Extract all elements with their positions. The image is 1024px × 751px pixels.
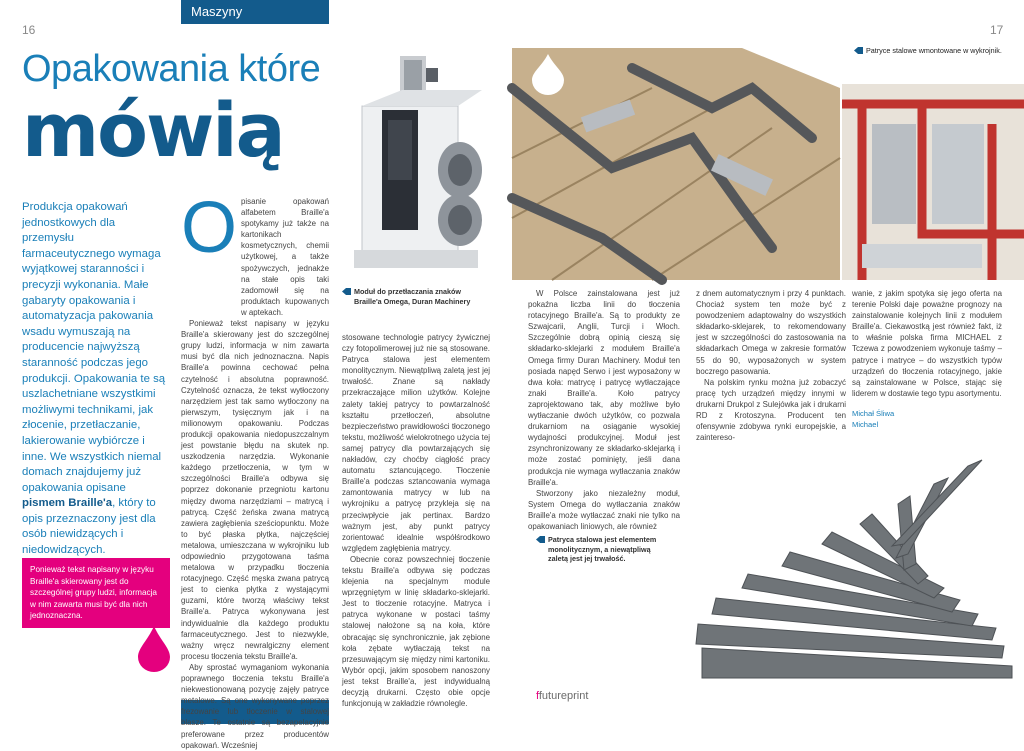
paragraph: W Polsce zainstalowana jest już pokaźna liczba linii do tłoczenia rotacyjnego Braille'a. Są to produkty ze Szwajcarii, Anglii, Turcji i Włoch. Szczególnie dobrą opinią cieszą się składarko-sklejarki z modułem Braille'a Omega firmy Duran Machinery. Moduł ten posiada napęd Serwo i jest wyposażony w dwa koła: matrycę i patrycę wytłaczające znaki Braille'a. Koło patrycy zaprojektowano tak, aby możliwe było wytłaczanie dwóch użytków, co pozwala drukarniom na osiąganie wysokiej wydajności produkcyjnej. Moduł jest zsynchronizowany ze składarko-sklejarką i może zostać pominięty, jeśli dana produkcja nie wymaga wytłaczania znaków Braille'a.: [528, 289, 680, 487]
caption-machine: [354, 287, 484, 306]
left-page: [0, 0, 512, 750]
mounted-patrix-photo: [842, 84, 1024, 280]
paragraph: Ponieważ tekst napisany w języku Braille'a skierowany jest do szczególnej grupy ludzi, informacja w nim zawarta musi być dla nich jednoznaczna. Napis Braille'a powinna cechować pełna czytelność i absolutna poprawność. Czytelność oznacza, że tekst wytłoczony narzędziem jest tak samo wytłoczony na pierwszym, tysięcznym jak i na milionowym opakowaniu. Podczas produkcji opakowania niedopuszczalnym jest powstanie błędu na skutek np. uszkodzenia narzędzia. Wykonanie każdego przetłoczenia, w tym w szczególności Braille'a odbywa się poprzez dokonanie przegniotu kartonu między dwoma narzędziami – matrycą i patrycą. Część żeńska zwana matrycą zawiera zagłębienia sześciopunktu. Może to być płaska płytka, najczęściej metalowa, umieszczana w wykrojniku lub odpowiednio przygotowana taśma metalowa w przypadku tłoczenia rotacyjnego. Część męska zwana patrycą jest to cienka płytka z wystającymi guzami, które tworzą właściwy tekst Braille'a. Patryca wykonywana jest indywidualnie dla każdego produktu farmaceutycznego. Jest to niezwykle, ważny wręcz newralgiczny element procesu tłoczenia tekstu Braille'a.: [181, 319, 329, 661]
drop-icon: [138, 626, 170, 672]
lead-paragraph: [22, 200, 170, 559]
body-column-2: [342, 332, 490, 709]
page-number-right: 17: [990, 23, 1004, 37]
caption-text: Moduł do przetłaczania znaków Braille'a Omega, Duran Machinery: [354, 287, 471, 306]
arrow-icon: [536, 536, 545, 543]
caption-mounted: [866, 46, 1016, 56]
steel-strips-photo: [672, 448, 1024, 688]
drop-cap: O: [181, 188, 238, 268]
title-line-2: mówią: [22, 88, 284, 174]
paragraph: Aby sprostać wymaganiom wykonania poprawnego tłoczenia tekstu Braille'a niekwestionowaną pozycję zajęły patryce metalowe. Są one wykonywane poprzez frezowanie lub tłoczenie w stalowej blasze. Te ostatnie są bezapelacyjnie preferowane przez producentów opakowań. Wcześniej: [181, 662, 329, 750]
caption-text: Patryce stalowe wmontowane w wykrojnik.: [866, 46, 1002, 55]
paragraph: pisanie opakowań alfabetem Braille'a spotykamy już także na kartonikach kosmetycznych, chemii użytkowej, a także spożywczych, jednakże na stałe opis taki zadomowił się na produktach kupowanych w aptekach.: [241, 197, 329, 317]
lead-text-end: , który to opis przeznaczony jest dla osób niewidzących i niedowidzących.: [22, 497, 156, 557]
paragraph: Obecnie coraz powszechniej tłoczenie tekstu Braille'a odbywa się podczas klejenia na specjalnym module wprzęgniętym w linię składarko-sklejarki. Jest to tłoczenie rotacyjne. Matryca i patryca wykonane w postaci taśmy stalowej nałożone są na koła, które obracając się synchronicznie, jak zębione koła zębate wytłaczają tekst na przesuwającym się między nimi kartoniku. Wybór opcji, jakim sposobem nanoszony jest tekst Braille'a, jest indywidualną decyzją drukarni. Często obie opcje funkcjonują w zakładzie równolegle.: [342, 554, 490, 709]
page-number-left: 16: [22, 23, 36, 37]
body-column-3: [528, 288, 680, 532]
logo-mark: f: [536, 690, 539, 702]
body-column-1: [181, 196, 329, 751]
futureprint-logo: [536, 690, 588, 702]
section-tab: Maszyny: [181, 0, 329, 24]
strips-grid-photo: [512, 48, 840, 280]
paragraph: z dnem automatycznym i przy 4 punktach. Chociaż system ten może być z powodzeniem adaptowalny do wszystkich składarko-sklejarek, to rekomendowany jest w szczególności do zastosowania na składarkach Omega w zakresie formatów 55 do 90, wyposażonych w system boczrego pasowania.: [696, 289, 846, 376]
arrow-icon: [342, 288, 351, 295]
machine-photo: [342, 50, 490, 278]
author-company: Michael: [852, 420, 879, 429]
paragraph: stosowane technologie patrycy żywicznej czy fotopolimerowej już nie są stosowane. Patryca stalowa jest elementem monolitycznym. Niewątpliwą zaletą jest jej trwałość. Znane są nakłady przekraczające milion użytków. Kolejne zalety takiej patrycy to powtarzalność kształtu przetłoczeń, absolutne bezpieczeństwo prawidłowości tłoczonego tekstu, możliwość wielokrotnego użycia tej samej patrycy dla powtarzających się nakładów, czy choćby ciągłość pracy automatu sztancującego. Tłoczenie Braille'a podczas sztancowania wymaga zamontowania matrycy w lub na wykrojniku a patrycę przykleja się na przeciwpłycie jak pertinax. Bardzo ważnym jest, aby punkt patrycy zorientować idealnie współśrodkowo względem zagłębienia matrycy.: [342, 333, 490, 553]
paragraph: Na polskim rynku można już zobaczyć pracę tych urządzeń między innymi w drukarni Drukpol z Sulejówka jak i drukarni RD z Krotoszyna. Producent ten ofensywnie zdobywa rynki europejskie, a zaintereso-: [696, 377, 846, 443]
caption-strips: [548, 535, 668, 564]
paragraph: wanie, z jakim spotyka się jego oferta na terenie Polski daje poważne prognozy na zainstalowanie kolejnych linii z modułem Braille'a. Ciekawostką jest również fakt, iż to właśnie polska firma MICHAEL z Tczewa z powodzeniem wykonuje taśmy – patryce i matryce – do wszystkich typów urządzeń do tłoczenia rotacyjnego, jakie są zainstalowane w Polsce, stając się liderem w dostawie tego typu asortymentu.: [852, 289, 1002, 398]
right-page: [512, 0, 1024, 724]
pull-quote: Ponieważ tekst napisany w języku Braille'a skierowany jest do szczególnej grupy ludzi, informacja w nim zawarta musi być dla nich jednoznaczna.: [22, 558, 170, 628]
body-column-4: [696, 288, 846, 443]
lead-highlight: pismem Braille'a: [22, 497, 113, 510]
body-column-5: [852, 288, 1002, 399]
title-line-1: Opakowania które: [22, 48, 321, 90]
author: [852, 408, 894, 430]
logo-text: futureprint: [538, 690, 589, 702]
arrow-icon: [854, 47, 863, 54]
caption-text: Patryca stalowa jest elementem monolitycznym, a niewątpliwą zaletą jest jej trwałość.: [548, 535, 657, 564]
paragraph: Stworzony jako niezależny moduł, System Omega do wytłaczania znaków Braille'a może wytłaczać znaki nie tylko na opakowaniach liniowych, ale również: [528, 488, 680, 531]
lead-text: Produkcja opakowań jednostkowych dla przemysłu farmaceutycznego wymaga wyjątkowej staranności i precyzji wykonania. Małe gabaryty opakowania i automatyzacja pakowania wsadu wymuszają na producencie najwyższą staranność podczas jego produkcji. Opakowania te są uszlachetniane wszystkimi możliwymi technikami, jak złocenie, przetłaczanie, lakierowanie wybiórcze i inne. We wszystkich niemal domach znajdujemy już opakowania opisane: [22, 201, 166, 494]
author-name: Michał Śliwa: [852, 409, 895, 418]
